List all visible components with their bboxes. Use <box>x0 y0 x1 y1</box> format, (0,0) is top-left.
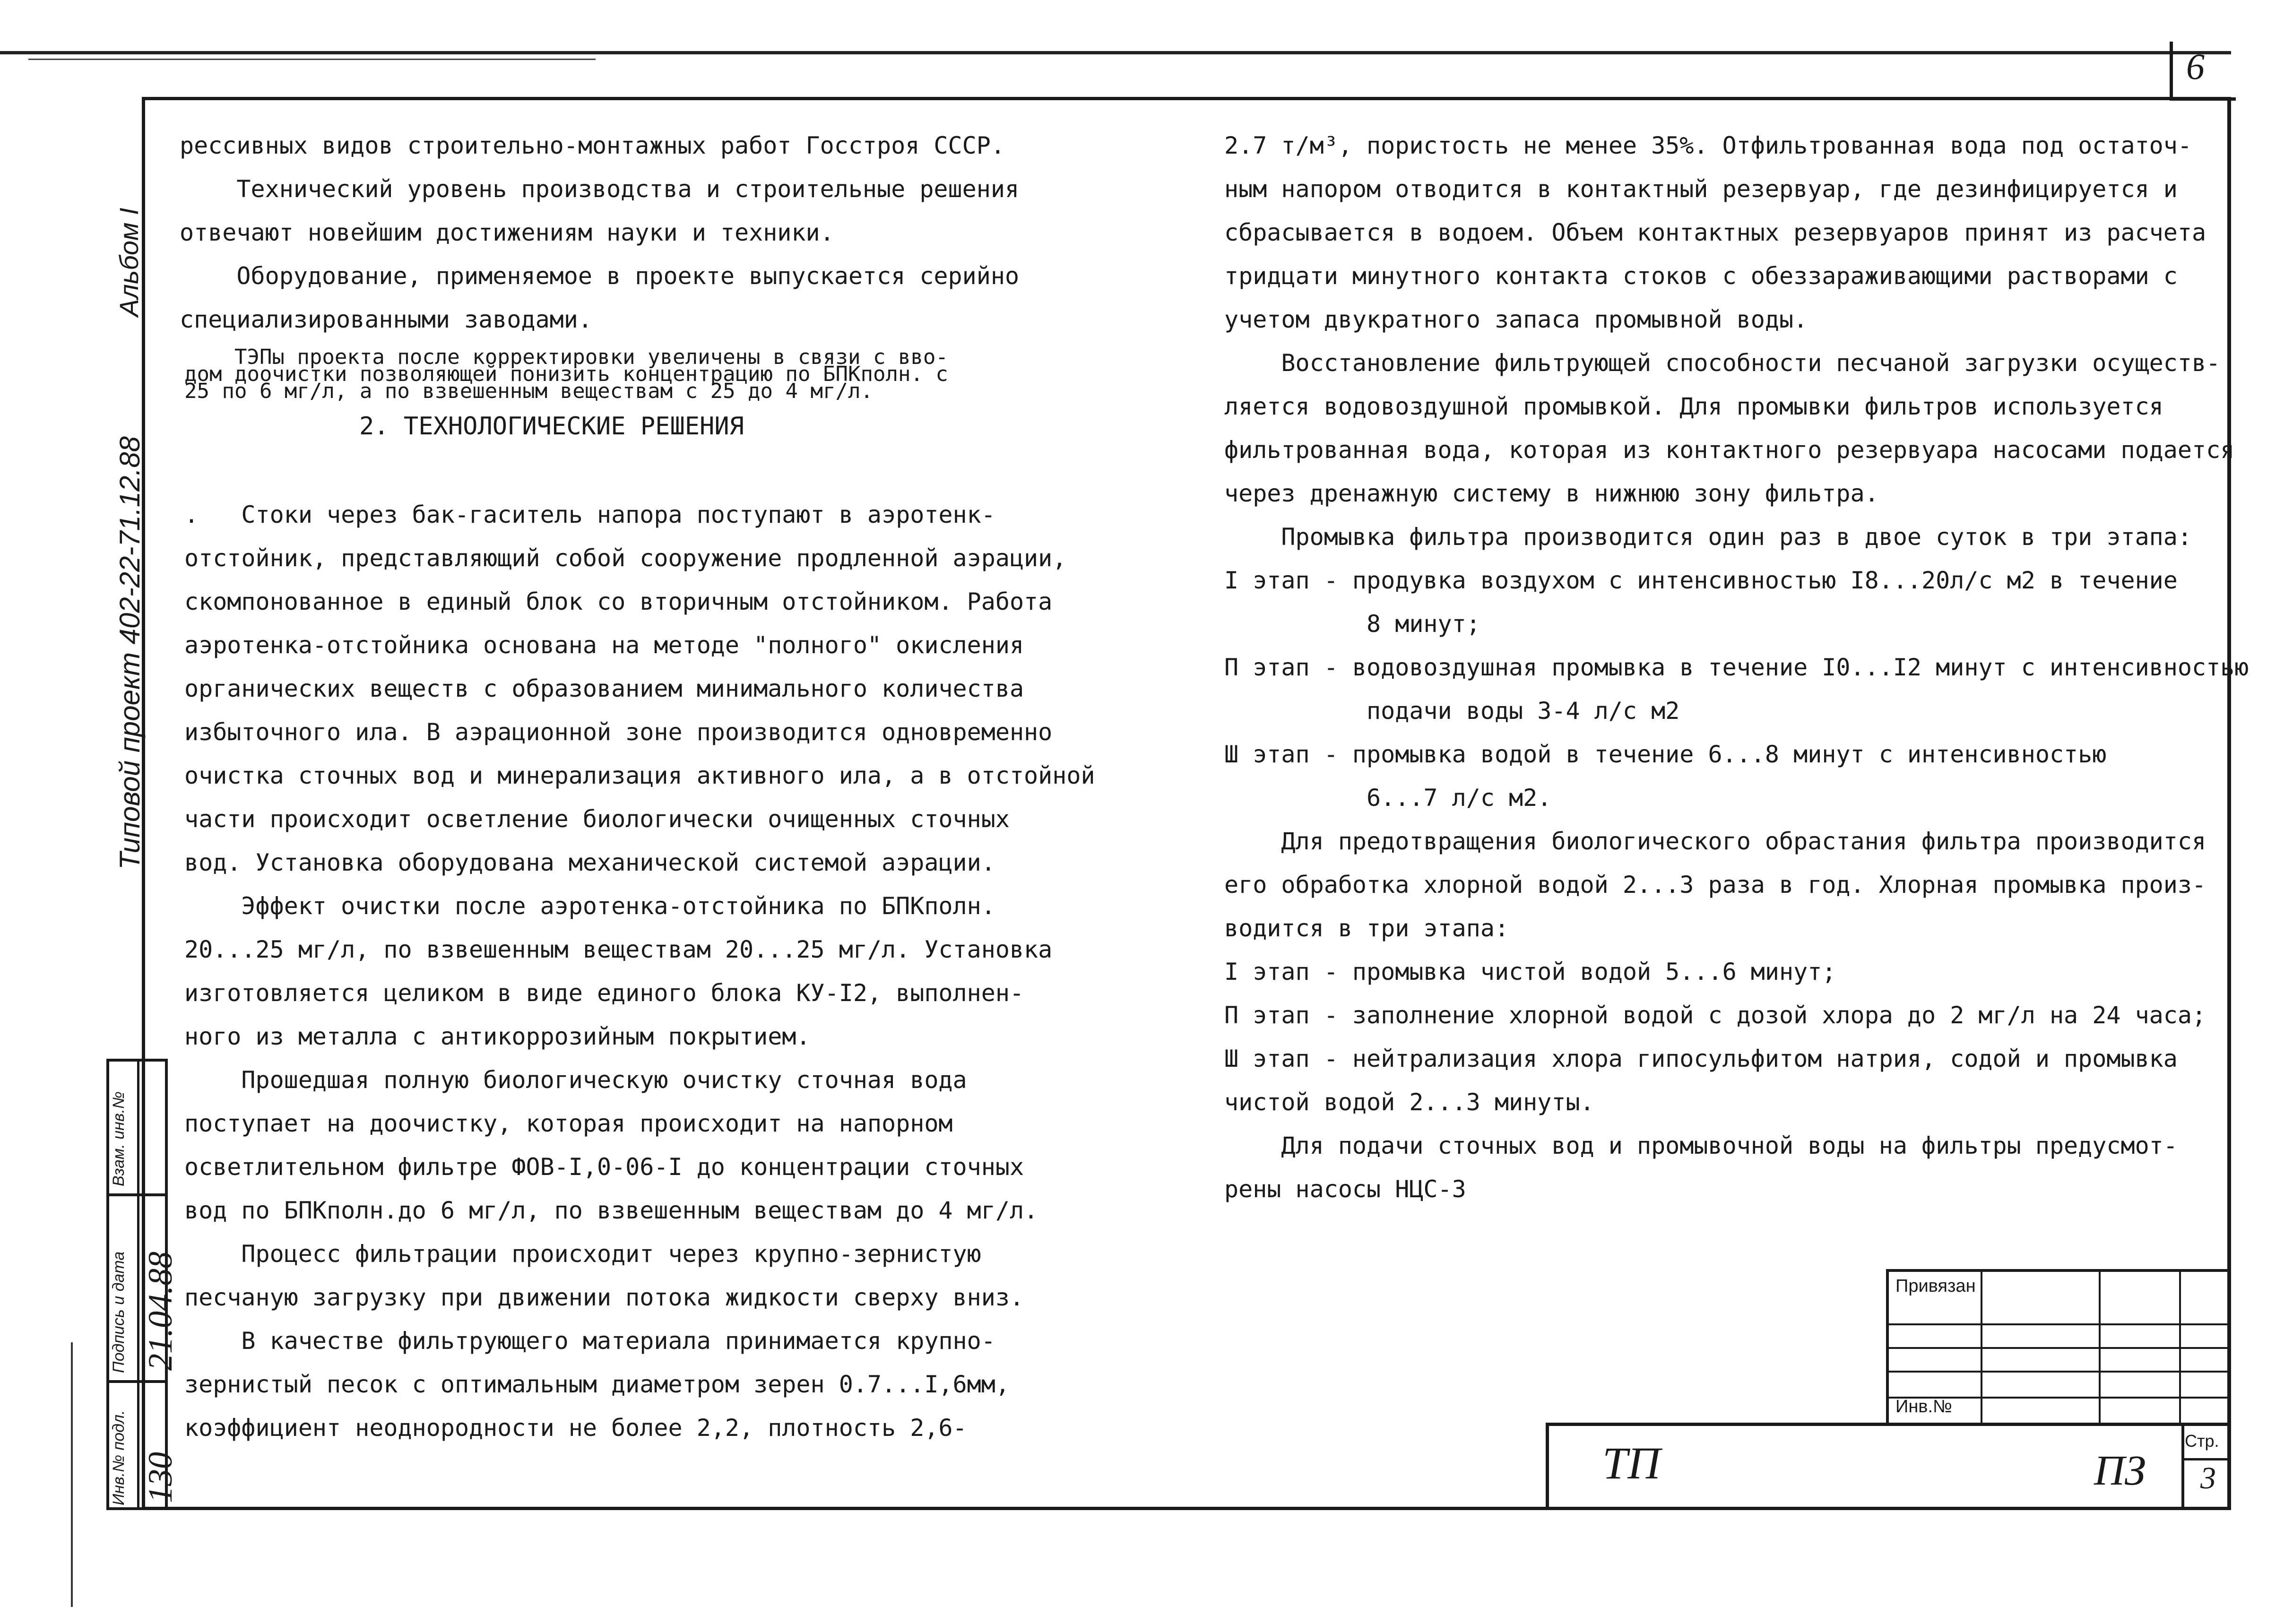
text-line: Для подачи сточных вод и промывочной воды на фильтры предусмот- <box>1224 1132 2178 1159</box>
text-line: сбрасывается в водоем. Объем контактных резервуаров принят из расчета <box>1224 219 2206 246</box>
text-line: 2.7 т/м³, пористость не менее 35%. Отфильтрованная вода под остаточ- <box>1224 132 2192 159</box>
top-rule-dashes <box>28 59 596 60</box>
note-line: ТЭПы проекта после корректировки увеличены в связи с вво- <box>184 345 948 369</box>
text-line: 8 минут; <box>1224 610 1480 638</box>
text-line: П этап - заполнение хлорной водой с дозой хлора до 2 мг/л на 24 часа; <box>1224 1002 2206 1029</box>
section-heading: 2. ТЕХНОЛОГИЧЕСКИЕ РЕШЕНИЯ <box>359 412 744 441</box>
correction-note <box>184 345 948 403</box>
text-line: водится в три этапа: <box>1224 915 1509 942</box>
note-line: 25 по 6 мг/л, а по взвешенным веществам с 25 до 4 мг/л. <box>184 379 873 403</box>
text-line: тридцати минутного контакта стоков с обеззараживающими растворами с <box>1224 262 2178 290</box>
text-line: Процесс фильтрации происходит через крупно-зернистую <box>184 1240 981 1268</box>
text-line: скомпонованное в единый блок со вторичным отстойником. Работа <box>184 588 1053 615</box>
text-line: аэротенка-отстойника основана на методе "полного" окисления <box>184 631 1024 659</box>
inv-number-label: Инв.№ <box>1895 1397 1952 1417</box>
text-line: через дренажную систему в нижнюю зону фильтра. <box>1224 480 1879 507</box>
text-line: 20...25 мг/л, по взвешенным веществам 20...25 мг/л. Установка <box>184 936 1053 963</box>
text-line: части происходит осветление биологически очищенных сточных <box>184 805 1010 833</box>
text-line: зернистый песок с оптимальным диаметром зерен 0.7...I,6мм, <box>184 1371 1010 1398</box>
project-label: Типовой проект 402-22-71.12.88 <box>114 436 146 870</box>
stamp-col-line <box>2099 1269 2101 1423</box>
text-line: коэффициент неоднородности не более 2,2, плотность 2,6- <box>184 1414 967 1442</box>
text-line: Восстановление фильтрующей способности песчаной загрузки осуществ- <box>1224 349 2221 377</box>
sign-date-value: 21.04.88 <box>141 1252 179 1371</box>
text-line: Эффект очистки после аэротенка-отстойника по БПКполн. <box>184 892 995 920</box>
text-line: 6...7 л/с м2. <box>1224 784 1552 812</box>
title-block-divider <box>2181 1423 2184 1510</box>
text-line: Ш этап - промывка водой в течение 6...8 минут с интенсивностью <box>1224 741 2107 768</box>
left-column-body <box>184 493 1095 1450</box>
sheet-label: Стр. <box>2185 1431 2219 1451</box>
page-number: 6 <box>2186 46 2205 87</box>
text-line: специализированными заводами. <box>180 306 592 333</box>
sheet-number: 3 <box>2200 1461 2216 1495</box>
text-line: ного из металла с антикоррозийным покрытием. <box>184 1023 811 1050</box>
text-line: очистка сточных вод и минерализация активного ила, а в отстойной <box>184 762 1095 789</box>
title-block-doc: ПЗ <box>2094 1447 2146 1494</box>
inv-sub-value: 130 <box>141 1452 179 1503</box>
privyazan-label: Привязан <box>1895 1276 1976 1296</box>
text-line: Для предотвращения биологического обрастания фильтра производится <box>1224 828 2206 855</box>
text-line: Технический уровень производства и строительные решения <box>180 175 1020 203</box>
text-line: . Стоки через бак-гаситель напора поступают в аэротенк- <box>184 501 995 528</box>
text-line: рессивных видов строительно-монтажных работ Госстроя СССР. <box>180 132 1005 159</box>
strip-divider <box>106 1380 168 1383</box>
text-line: избыточного ила. В аэрационной зоне производится одновременно <box>184 718 1053 746</box>
text-line: подачи воды 3-4 л/с м2 <box>1224 697 1680 725</box>
text-line: рены насосы НЦС-3 <box>1224 1175 1466 1203</box>
text-line: поступает на доочистку, которая происходит на напорном <box>184 1110 953 1137</box>
binding-edge-line <box>71 1342 73 1607</box>
text-line: I этап - промывка чистой водой 5...6 минут; <box>1224 958 1836 985</box>
text-line: органических веществ с образованием минимального количества <box>184 675 1024 702</box>
text-line: чистой водой 2...3 минуты. <box>1224 1088 1594 1116</box>
text-line: учетом двукратного запаса промывной воды. <box>1224 306 1808 333</box>
top-rule <box>0 51 2231 54</box>
text-line: Ш этап - нейтрализация хлора гипосульфитом натрия, содой и промывка <box>1224 1045 2178 1072</box>
album-label: Альбом I <box>114 207 144 317</box>
text-line: вод по БПКполн.до 6 мг/л, по взвешенным веществам до 4 мг/л. <box>184 1197 1038 1224</box>
text-line: песчаную загрузку при движении потока жидкости сверху вниз. <box>184 1284 1024 1311</box>
right-column-body <box>1224 124 2249 1211</box>
text-line: фильтрованная вода, которая из контактного резервуара насосами подается <box>1224 436 2235 464</box>
text-line: его обработка хлорной водой 2...3 раза в год. Хлорная промывка произ- <box>1224 871 2206 898</box>
left-column-intro <box>180 124 1019 341</box>
sign-date-label: Подпись и дата <box>110 1251 128 1373</box>
text-line: I этап - продувка воздухом с интенсивностью I8...20л/с м2 в течение <box>1224 567 2178 594</box>
stamp-col-line <box>2179 1269 2181 1423</box>
text-line: ляется водовоздушной промывкой. Для промывки фильтров используется <box>1224 393 2163 420</box>
text-line: Прошедшая полную биологическую очистку сточная вода <box>184 1066 967 1094</box>
stamp-col-line <box>1981 1269 1982 1423</box>
strip-divider-vertical <box>137 1059 139 1510</box>
inv-sub-label: Инв.№ подл. <box>110 1410 128 1505</box>
text-line: Промывка фильтра производится один раз в двое суток в три этапа: <box>1224 523 2192 551</box>
text-line: Оборудование, применяемое в проекте выпускается серийно <box>180 262 1020 290</box>
strip-divider <box>106 1193 168 1196</box>
text-line: вод. Установка оборудована механической системой аэрации. <box>184 849 995 876</box>
text-line: В качестве фильтрующего материала принимается крупно- <box>184 1327 995 1355</box>
text-line: отстойник, представляющий собой сооружение продленной аэрации, <box>184 544 1067 572</box>
text-line: П этап - водовоздушная промывка в течение I0...I2 минут с интенсивностью <box>1224 654 2249 681</box>
title-block-code: ТП <box>1602 1438 1661 1488</box>
text-line: ным напором отводится в контактный резервуар, где дезинфицируется и <box>1224 175 2178 203</box>
note-line: дом доочистки позволяющей понизить концентрацию по БПКполн. с <box>184 362 948 386</box>
text-line: отвечают новейшим достижениям науки и техники. <box>180 219 834 246</box>
vzam-inv-label: Взам. инв.№ <box>110 1091 128 1186</box>
text-line: осветлительном фильтре ФОВ-I,0-06-I до концентрации сточных <box>184 1153 1024 1181</box>
text-line: изготовляется целиком в виде единого блока КУ-I2, выполнен- <box>184 979 1024 1007</box>
